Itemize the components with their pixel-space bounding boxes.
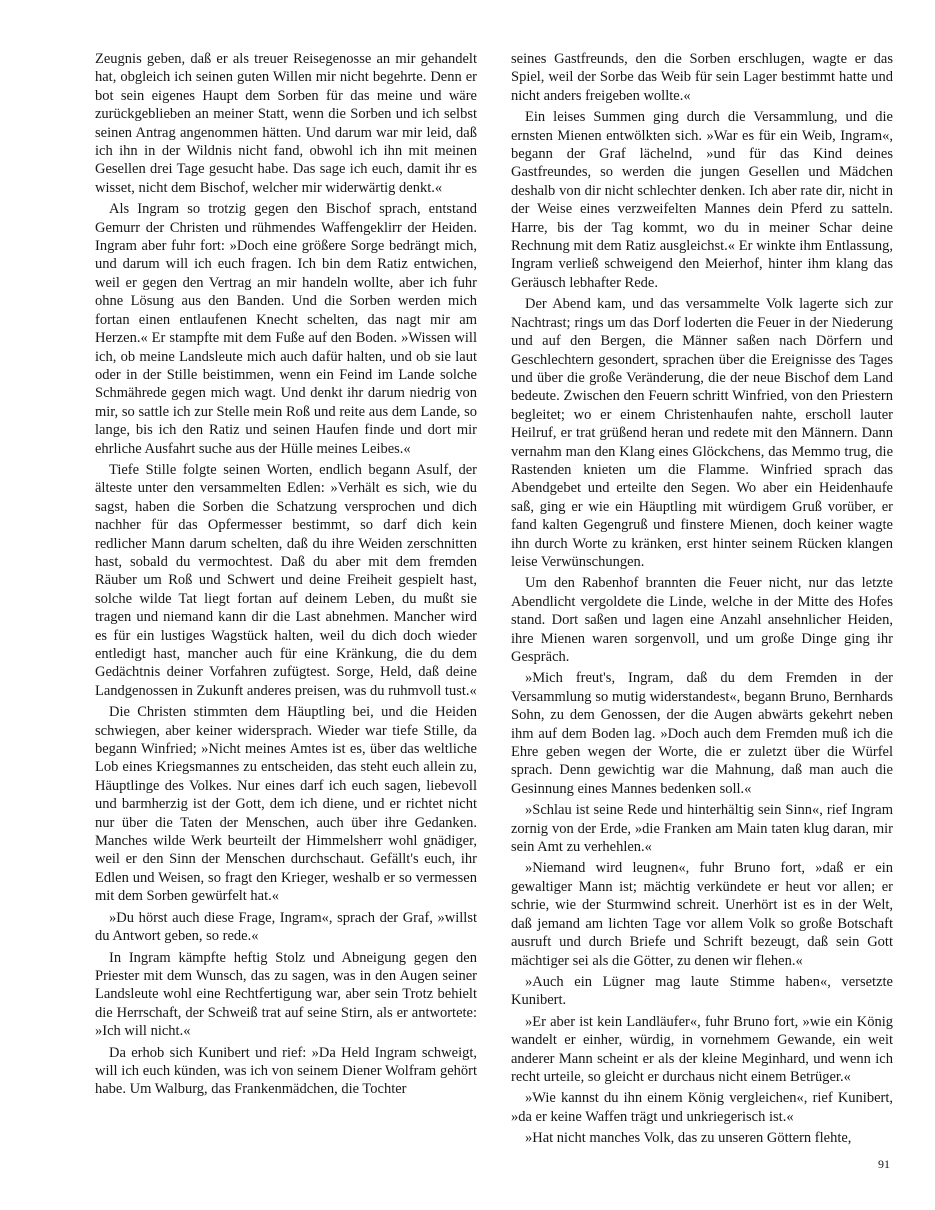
paragraph: »Er aber ist kein Landläufer«, fuhr Bruno fort, »wie ein König wandelt er einher, würdig, in vornehmem Gewande, ein weit anderer Mann scheint er als der kleine Meginhard, und wenn ich recht urteile, so gleicht er durchaus nicht einem Betrüger.« — [511, 1013, 893, 1085]
paragraph: seines Gastfreunds, den die Sorben erschlugen, wagte er das Spiel, weil der Sorbe das Weib für sein Lager bestimmt hatte und nicht anders freigeben wollte.« — [511, 51, 893, 104]
paragraph: »Hat nicht manches Volk, das zu unseren Göttern flehte, — [525, 1130, 852, 1147]
paragraph: »Schlau ist seine Rede und hinterhältig sein Sinn«, rief Ingram zornig von der Erde, »die Franken am Main taten klug daran, mir sein Amt zu verhehlen.« — [511, 802, 893, 856]
paragraph: In Ingram kämpfte heftig Stolz und Abneigung gegen den Priester mit dem Wunsch, das zu sagen, was in den Augen seiner Landsleute wohl eine Rechtfertigung war, aber sein Trotz behielt die Herrschaft, der Schweiß trat auf seine Stirn, als er antwortete: »Ich will nicht.« — [95, 949, 477, 1040]
paragraph: Um den Rabenhof brannten die Feuer nicht, nur das letzte Abendlicht vergoldete die Linde, welche in der Mitte des Hofes stand. Dort saßen und lagen eine Anzahl ansehnlicher Heiden, ihre Mienen waren sorgenvoll, und um große Dinge ging ihr Gespräch. — [511, 575, 893, 665]
right-text-column — [511, 50, 893, 1151]
paragraph: Ein leises Summen ging durch die Versammlung, und die ernsten Mienen entwölkten sich. »War es für ein Weib, Ingram«, begann der Graf lächelnd, »und für das Kind deines Gastfreundes, so werden die jungen Gesellen und Mädchen deshalb von dir nicht schlechter denken. Ich aber rate dir, nicht in der Weise eines verzweifelten Mannes dein Pferd zu satteln. Harre, bis der Tag kommt, wo du in meiner Schar deine Rechnung mit dem Ratiz ausgleichst.« Er winkte ihm Entlassung, Ingram verließ schweigend den Meierhof, hinter ihm klang das Geräusch lebhafter Rede. — [511, 109, 893, 291]
paragraph: »Du hörst auch diese Frage, Ingram«, sprach der Graf, »willst du Antwort geben, so rede.« — [95, 909, 477, 945]
left-text-column — [95, 50, 477, 1102]
paragraph: »Niemand wird leugnen«, fuhr Bruno fort, »daß er ein gewaltiger Mann ist; mächtig verkündete er heut vor allen; er schrie, wie der Sturmwind schreit. Unerhört ist es in der Welt, daß jemand am lichten Tage vor allem Volk so große Botschaft ausruft und durch Briefe und Schrift bezeugt, daß sein Gott mächtiger sei als die Götter, zu denen wir flehen.« — [511, 860, 893, 969]
paragraph: »Auch ein Lügner mag laute Stimme haben«, versetzte Kunibert. — [511, 973, 893, 1009]
paragraph: Tiefe Stille folgte seinen Worten, endlich begann Asulf, der älteste unter den versammelten Edlen: »Verhält es sich, wie du sagst, haben die Sorben die Schatzung versprochen und dich nachher für das Opfermesser bestimmt, so darf dich kein redlicher Mann darum schelten, daß du ihre Weiden zerschnitten hast, sobald du vermochtest. Daß du aber mit dem fremden Räuber um Roß und Schwert und deine Freiheit gespielt hast, solche wilde Tat liegt fortan auf deinem Leben, du mußt sie tragen und niemand kann dir die Last abnehmen. Mancher wird es für ein lustiges Wagstück halten, weil du dich doch wieder entledigt hast, mancher auch für eine Kränkung, die du dem Gedächtnis deiner Vorfahren zufügtest. Sorge, Held, daß deine Landgenossen in Zukunft anderes preisen, was du ruhmvoll tust.« — [95, 461, 477, 699]
paragraph: »Wie kannst du ihn einem König vergleichen«, rief Kunibert, »da er keine Waffen trägt und unkriegerisch ist.« — [511, 1090, 893, 1125]
paragraph: Zeugnis geben, daß er als treuer Reisegenosse an mir gehandelt hat, obgleich ich seinen guten Willen mir nicht begehrte. Denn er bot sein eigenes Haupt dem Sorben für das meine und wäre zurückgeblieben an meiner Statt, wenn die Sorben und ich selbst seinen Antrag angenommen hätten. Und darum war mir leid, daß ich ihn in der Wildnis nicht fand, obwohl ich ihn mit meinen Gesellen drei Tage gesucht habe. Das sage ich euch, damit ihr es wisset, nicht dem Bischof, welcher mir widerwärtig denkt.« — [95, 51, 477, 196]
paragraph: Die Christen stimmten dem Häuptling bei, und die Heiden schwiegen, aber keiner widersprach. Wieder war tiefe Stille, da begann Winfried; »Nicht meines Amtes ist es, über das weltliche Lob eines Kriegsmannes zu entscheiden, das steht euch allein zu, Häuptlinge des Volkes. Nur eines darf ich euch sagen, liebevoll und barmherzig ist der Gott, dem ich diene, und er richtet nicht nur über die Taten der Menschen, auch über ihre Gedanken. Manches wilde Werk beurteilt der Himmelsherr wohl gnädiger, weil er den Sinn der Menschen durchschaut. Gefällt's euch, ihr Edlen und Weisen, so fragt den Krieger, weshalb er so vermessen mit dem Sorben gewürfelt hat.« — [95, 704, 477, 905]
page-number: 91 — [878, 1157, 890, 1171]
paragraph: Als Ingram so trotzig gegen den Bischof sprach, entstand Gemurr der Christen und rühmendes Waffengeklirr der Heiden. Ingram aber fuhr fort: »Doch eine größere Sorge bedrängt mich, und darum will ich euch fragen. Ich bin dem Ratiz entwichen, weil er gegen den Vertrag an mir handeln wollte, aber ich fuhr ohne Lösung aus den Banden. Und die Sorben werden mich fortan einen entlaufenen Knecht schelten, das nagt mir am Herzen.« Er stampfte mit dem Fuße auf den Boden. »Wissen will ich, ob meine Landsleute mich auch dafür halten, und ob sie laut oder in der Stille beistimmen, wenn ein Feind im Lande solche Schmährede gegen mich wagt. Und denkt ihr darum niedrig von mir, so sattle ich zur Stelle mein Roß und reite aus dem Lande, so lange, bis ich den Ratiz und seinen Haufen finde und dort mir ehrliche Ausfahrt suche aus der Hülle meines Leibes.« — [95, 201, 477, 457]
paragraph: Der Abend kam, und das versammelte Volk lagerte sich zur Nachtrast; rings um das Dorf loderten die Feuer in der Niederung und auf den Bergen, die Männer saßen nach Dörfern und Geschlechtern gesondert, sprachen über die Ereignisse des Tages und über die große Veränderung, die der neue Bischof dem Land bedeute. Zwischen den Feuern schritt Winfried, von den Priestern begleitet; wo er einem Christenhaufen nahte, erscholl lauter Heilruf, er trat grüßend heran und redete mit den Männern. Dann vernahm man den Klang eines Glöckchens, das Memmo trug, die Rastenden knieten um die Flamme. Winfried sprach das Abendgebet und erteilte den Segen. Wo aber ein Heidenhaufe saß, ging er wie ein Häuptling mit würdigem Gruß vorüber, er fand kalten Gegengruß und finstere Mienen, doch keiner wagte ihn durch Worte zu kränken, erst hinter seinem Rücken klangen leise Verwünschungen. — [511, 296, 893, 570]
paragraph: Da erhob sich Kunibert und rief: »Da Held Ingram schweigt, will ich euch künden, was ich von seinem Diener Wolfram gehört habe. Um Walburg, das Frankenmädchen, die Tochter — [95, 1044, 477, 1098]
paragraph: »Mich freut's, Ingram, daß du dem Fremden in der Versammlung so mutig widerstandest«, begann Bruno, Bernhards Sohn, zu dem Genossen, der die Augen abwärts gekehrt neben ihm auf dem Boden lag. »Doch auch dem Fremden muß ich die Ehre geben wegen der Worte, die er zuletzt über die Würfel sprach. Denn gewichtig war die Mahnung, daß man auch die Gesinnung eines Mannes bedenken soll.« — [511, 670, 893, 797]
